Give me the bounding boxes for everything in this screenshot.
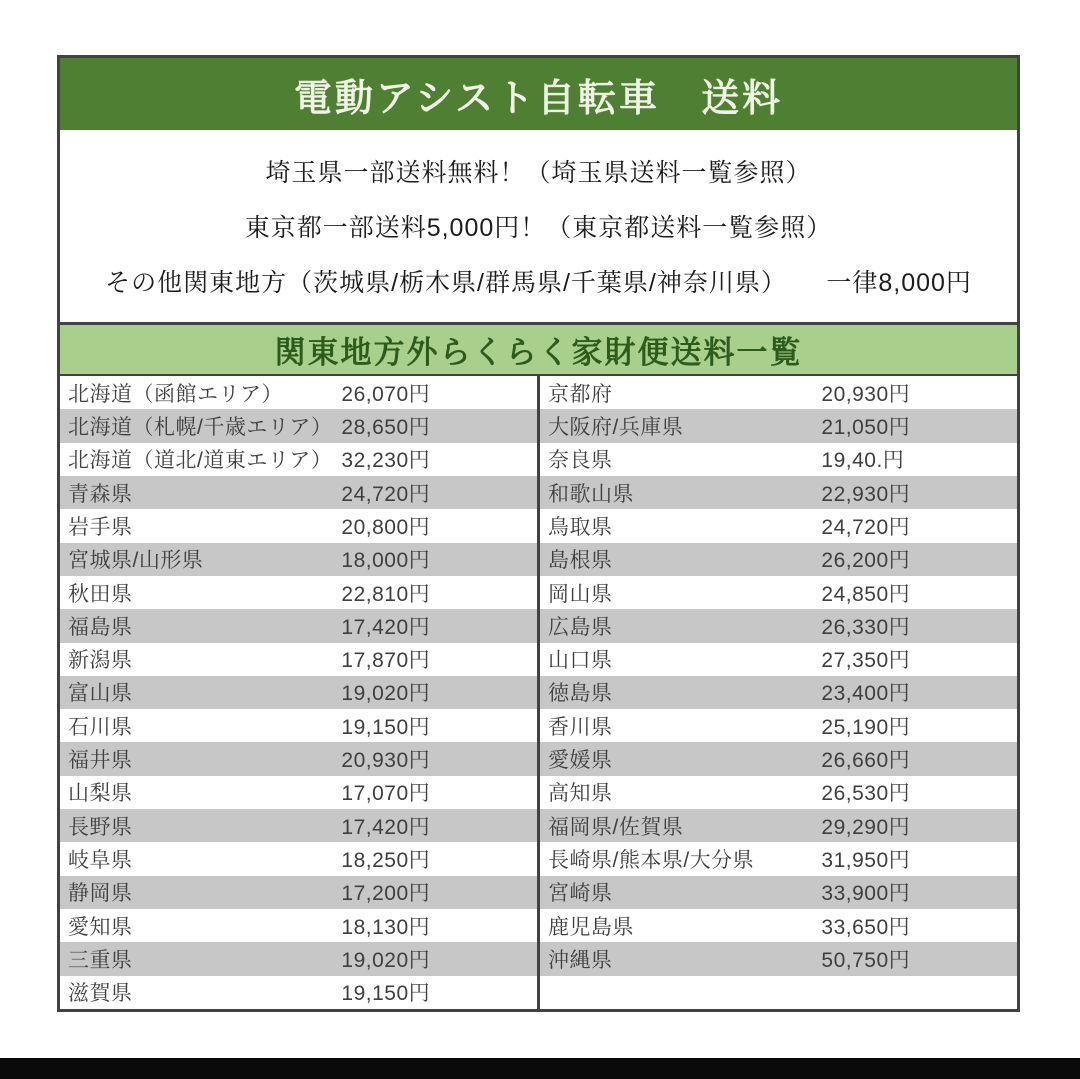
- table-row: [540, 643, 1017, 676]
- prefecture-name: 宮城県/山形県: [68, 549, 204, 573]
- shipping-price: 17,420円: [341, 815, 431, 839]
- shipping-price: 26,660円: [821, 749, 911, 773]
- prefecture-name: 岡山県: [548, 582, 613, 606]
- table-row: [540, 876, 1017, 909]
- shipping-price: 28,650円: [341, 415, 431, 439]
- shipping-price: 19,020円: [341, 682, 431, 706]
- shipping-price: 18,130円: [341, 915, 431, 939]
- shipping-price: 20,930円: [821, 382, 911, 406]
- table-row: [540, 376, 1017, 409]
- shipping-price: 26,330円: [821, 615, 911, 639]
- table-row: [60, 376, 537, 409]
- bottom-black-bar: [0, 1058, 1080, 1079]
- table-row: [60, 776, 537, 809]
- prefecture-name: 京都府: [548, 382, 613, 406]
- shipping-fee-table: [60, 376, 1017, 1009]
- shipping-notes: [60, 130, 1017, 322]
- page-title: [60, 58, 1017, 130]
- prefecture-name: 鹿児島県: [548, 915, 634, 939]
- prefecture-name: 石川県: [68, 715, 133, 739]
- table-row: [60, 942, 537, 975]
- shipping-price: 32,230円: [341, 449, 431, 473]
- shipping-price: 26,070円: [341, 382, 431, 406]
- shipping-price: 20,800円: [341, 515, 431, 539]
- shipping-price: 25,190円: [821, 715, 911, 739]
- table-row: [540, 976, 1017, 1009]
- prefecture-name: 北海道（札幌/千歳エリア）: [68, 415, 333, 439]
- shipping-price: 19,150円: [341, 715, 431, 739]
- table-row: [60, 643, 537, 676]
- table-row: [540, 676, 1017, 709]
- shipping-price: 31,950円: [821, 849, 911, 873]
- prefecture-name: 三重県: [68, 948, 133, 972]
- shipping-price: 19,150円: [341, 982, 431, 1006]
- shipping-price: 33,900円: [821, 882, 911, 906]
- prefecture-name: 福岡県/佐賀県: [548, 815, 684, 839]
- prefecture-name: 高知県: [548, 782, 613, 806]
- shipping-price: 24,720円: [821, 515, 911, 539]
- shipping-price: 27,350円: [821, 649, 911, 673]
- prefecture-name: 長崎県/熊本県/大分県: [548, 849, 755, 873]
- prefecture-name: 大阪府/兵庫県: [548, 415, 684, 439]
- prefecture-name: 山口県: [548, 649, 613, 673]
- prefecture-name: 奈良県: [548, 449, 613, 473]
- prefecture-name: 青森県: [68, 482, 133, 506]
- note-other-kanto: その他関東地方（茨城県/栃木県/群馬県/千葉県/神奈川県） 一律8,000円: [105, 268, 972, 297]
- table-row: [60, 842, 537, 875]
- table-row: [60, 576, 537, 609]
- table-row: [540, 576, 1017, 609]
- prefecture-name: 福井県: [68, 749, 133, 773]
- shipping-price: 26,530円: [821, 782, 911, 806]
- shipping-price: 29,290円: [821, 815, 911, 839]
- table-row: [540, 842, 1017, 875]
- prefecture-name: 静岡県: [68, 882, 133, 906]
- prefecture-name: 広島県: [548, 615, 613, 639]
- table-row: [60, 409, 537, 442]
- prefecture-name: 山梨県: [68, 782, 133, 806]
- prefecture-name: 秋田県: [68, 582, 133, 606]
- table-row: [60, 509, 537, 542]
- prefecture-name: 愛知県: [68, 915, 133, 939]
- shipping-price: 22,930円: [821, 482, 911, 506]
- table-row: [60, 976, 537, 1009]
- table-column-left: [60, 376, 540, 1009]
- shipping-price: 18,000円: [341, 549, 431, 573]
- table-row: [60, 809, 537, 842]
- prefecture-name: 徳島県: [548, 682, 613, 706]
- table-row: [540, 543, 1017, 576]
- prefecture-name: 新潟県: [68, 649, 133, 673]
- table-row: [60, 676, 537, 709]
- shipping-price: 17,870円: [341, 649, 431, 673]
- table-row: [540, 742, 1017, 775]
- prefecture-name: 宮崎県: [548, 882, 613, 906]
- page-title-text: 電動アシスト自転車 送料: [293, 77, 784, 120]
- table-row: [60, 609, 537, 642]
- shipping-price: 17,200円: [341, 882, 431, 906]
- table-row: [540, 443, 1017, 476]
- table-section-title: [60, 322, 1017, 376]
- table-row: [540, 476, 1017, 509]
- prefecture-name: 北海道（道北/道東エリア）: [68, 449, 333, 473]
- prefecture-name: 富山県: [68, 682, 133, 706]
- shipping-price: 24,850円: [821, 582, 911, 606]
- shipping-price: 50,750円: [821, 948, 911, 972]
- table-row: [540, 776, 1017, 809]
- prefecture-name: 滋賀県: [68, 982, 133, 1006]
- note-tokyo: 東京都一部送料5,000円！（東京都送料一覧参照）: [244, 213, 833, 242]
- prefecture-name: 和歌山県: [548, 482, 634, 506]
- content-box: [57, 55, 1020, 1012]
- table-row: [60, 709, 537, 742]
- shipping-price: 22,810円: [341, 582, 431, 606]
- table-column-right: [540, 376, 1017, 1009]
- table-row: [540, 409, 1017, 442]
- shipping-price: 18,250円: [341, 849, 431, 873]
- prefecture-name: 鳥取県: [548, 515, 613, 539]
- table-row: [540, 709, 1017, 742]
- shipping-price: 19,40.円: [821, 449, 905, 473]
- prefecture-name: 愛媛県: [548, 749, 613, 773]
- prefecture-name: 香川県: [548, 715, 613, 739]
- prefecture-name: 北海道（函館エリア）: [68, 382, 283, 406]
- table-row: [540, 809, 1017, 842]
- table-row: [540, 509, 1017, 542]
- table-row: [540, 909, 1017, 942]
- prefecture-name: 福島県: [68, 615, 133, 639]
- table-row: [60, 443, 537, 476]
- table-row: [540, 609, 1017, 642]
- table-row: [60, 742, 537, 775]
- shipping-price: 21,050円: [821, 415, 911, 439]
- prefecture-name: 島根県: [548, 549, 613, 573]
- prefecture-name: 長野県: [68, 815, 133, 839]
- shipping-price: 24,720円: [341, 482, 431, 506]
- shipping-price: 33,650円: [821, 915, 911, 939]
- note-saitama: 埼玉県一部送料無料！（埼玉県送料一覧参照）: [265, 159, 812, 188]
- prefecture-name: 沖縄県: [548, 948, 613, 972]
- table-row: [60, 876, 537, 909]
- shipping-price: 23,400円: [821, 682, 911, 706]
- prefecture-name: 岩手県: [68, 515, 133, 539]
- prefecture-name: 岐阜県: [68, 849, 133, 873]
- table-row: [540, 942, 1017, 975]
- table-row: [60, 909, 537, 942]
- shipping-price: 20,930円: [341, 749, 431, 773]
- table-row: [60, 476, 537, 509]
- shipping-price: 26,200円: [821, 549, 911, 573]
- shipping-price: 17,420円: [341, 615, 431, 639]
- shipping-price: 19,020円: [341, 948, 431, 972]
- table-section-title-text: 関東地方外らくらく家財便送料一覧: [274, 335, 803, 370]
- shipping-price: 17,070円: [341, 782, 431, 806]
- table-row: [60, 543, 537, 576]
